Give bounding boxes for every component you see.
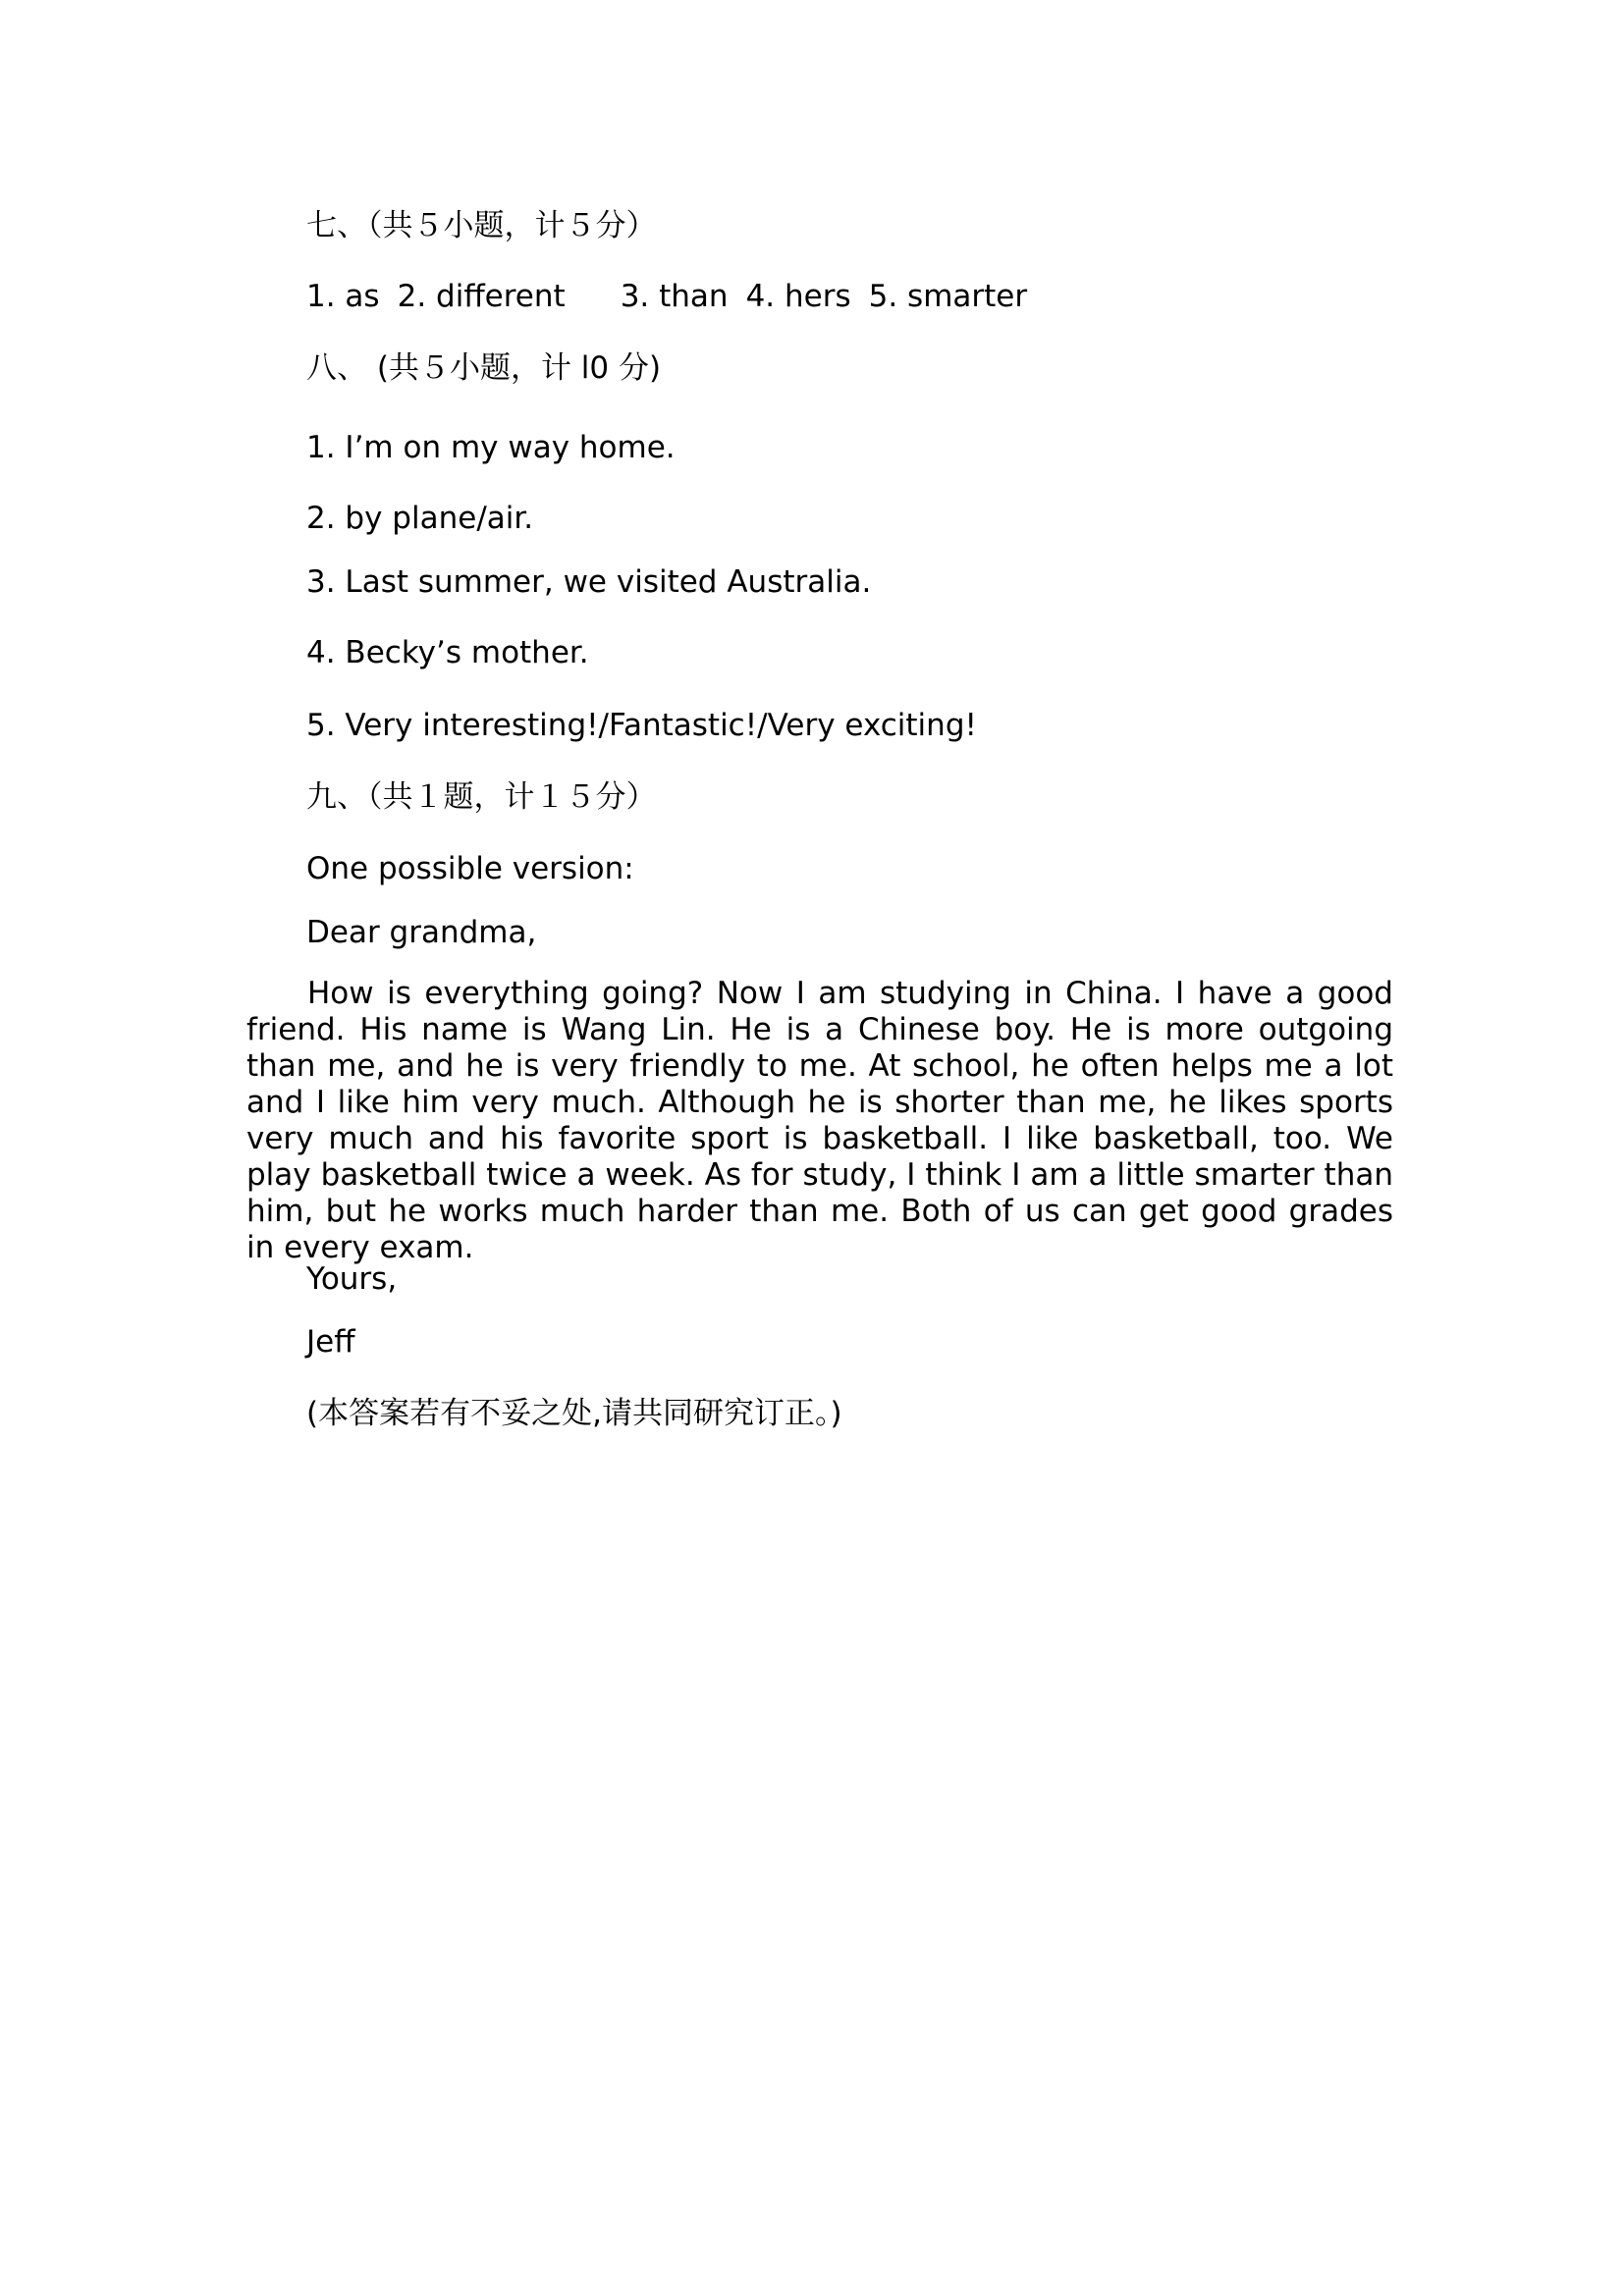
- answer-8-5: 5. Very interesting!/Fantastic!/Very exciting!: [306, 708, 977, 743]
- answer-7-4: 4. hers: [745, 279, 851, 314]
- answer-7-1: 1. as: [306, 279, 380, 314]
- answer-7-2: 2. different: [397, 279, 566, 314]
- section-8-heading: 八、 (共５小题，计 l0 分): [306, 350, 662, 386]
- section-7-answers: [306, 277, 1027, 316]
- answer-8-2: 2. by plane/air.: [306, 501, 534, 536]
- answer-7-3: 3. than: [620, 279, 729, 314]
- letter-signature: Jeff: [306, 1324, 355, 1360]
- footnote: (本答案若有不妥之处,请共同研究订正。): [306, 1396, 842, 1431]
- section-9-heading: 九、（共１题，计１５分）: [306, 779, 657, 815]
- letter-salutation: Dear grandma,: [306, 915, 537, 950]
- essay-intro: One possible version:: [306, 851, 634, 886]
- answer-7-5: 5. smarter: [868, 279, 1028, 314]
- letter-body: [246, 976, 1393, 1266]
- letter-body-text: How is everything going? Now I am studying in China. I have a good friend. His name is Wang Lin. He is a Chinese boy. He is more outgoing than me, and he is very friendly to me. At school, he often helps me a lot and I like him very much. Although he is shorter than me, he likes sports very much and his favorite sport is basketball. I like basketball, too. We play basketball twice a week. As for study, I think I am a little smarter than him, but he works much harder than me. Both of us can get good grades in every exam.: [246, 976, 1393, 1265]
- answer-8-1: 1. I’m on my way home.: [306, 430, 676, 465]
- answer-8-4: 4. Becky’s mother.: [306, 635, 589, 670]
- letter-closing: Yours,: [306, 1261, 398, 1297]
- answer-8-3: 3. Last summer, we visited Australia.: [306, 564, 872, 600]
- section-7-heading: 七、（共５小题，计５分）: [306, 208, 657, 243]
